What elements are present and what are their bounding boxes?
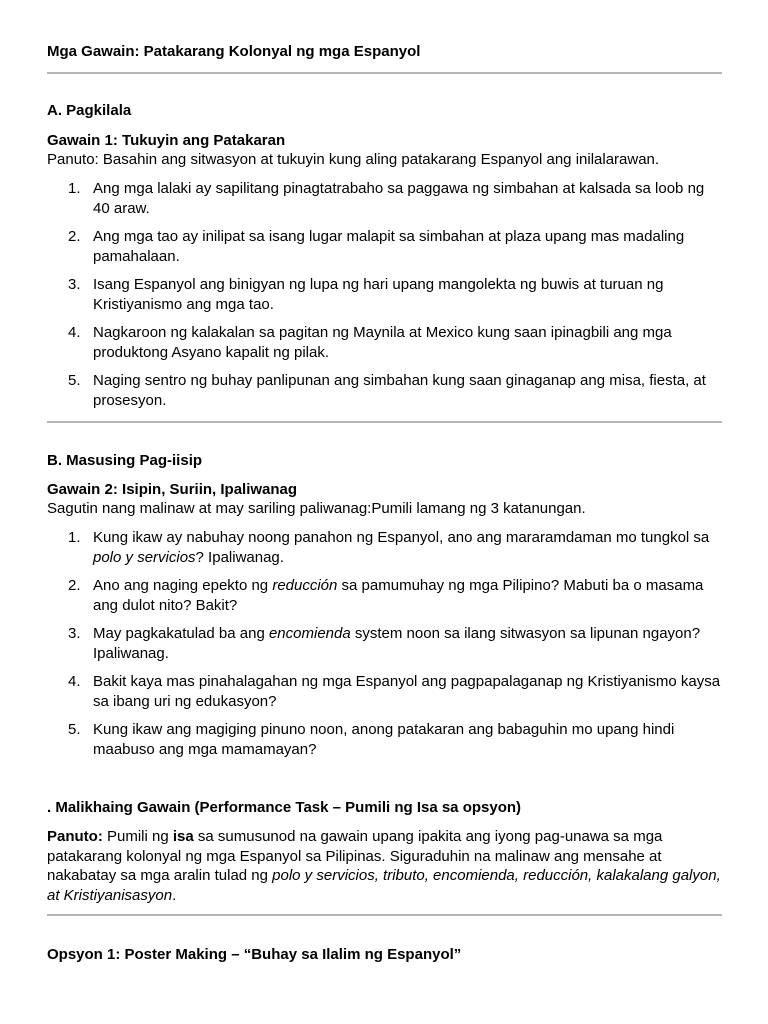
item-text: May pagkakatulad ba ang <box>93 625 269 642</box>
item-number: 3. <box>68 276 81 293</box>
list-item <box>47 227 722 266</box>
divider <box>47 421 722 423</box>
item-number: 3. <box>68 625 81 642</box>
item-number: 1. <box>68 180 81 197</box>
list-item <box>47 371 722 410</box>
emphasis-word: isa <box>172 828 194 845</box>
item-number: 2. <box>68 228 81 245</box>
item-text: Bakit kaya mas pinahalagahan ng mga Espanyol ang pagpapalaganap ng Kristiyanismo kaysa sa ibang uri ng edukasyon? <box>93 673 721 710</box>
item-text: sa pamumuhay ng mga Pilipino? Mabuti ba o masama ang dulot nito? Bakit? <box>93 577 704 614</box>
section-a-heading: A. Pagkilala <box>47 102 132 119</box>
item-text: Kung ikaw ang magiging pinuno noon, anong patakaran ang babaguhin mo upang hindi maabuso ang mga mamamayan? <box>93 721 675 758</box>
performance-task-instructions <box>47 827 722 905</box>
list-item <box>47 720 722 759</box>
item-text: Naging sentro ng buhay panlipunan ang simbahan kung saan ginaganap ang misa, fiesta, at prosesyon. <box>93 372 706 409</box>
performance-task-heading: . Malikhaing Gawain (Performance Task – Pumili ng Isa sa opsyon) <box>47 799 522 816</box>
activity-1-instructions: Panuto: Basahin ang sitwasyon at tukuyin kung aling patakarang Espanyol ang inilalarawan. <box>47 151 660 168</box>
list-item <box>47 672 722 711</box>
item-number: 4. <box>68 324 81 341</box>
divider <box>47 72 722 74</box>
activity-2-instructions: Sagutin nang malinaw at may sariling paliwanag:Pumili lamang ng 3 katanungan. <box>47 500 586 517</box>
item-text: Kung ikaw ay nabuhay noong panahon ng Espanyol, ano ang mararamdaman mo tungkol sa <box>93 529 710 546</box>
instruction-text: sa sumusunod na gawain upang ipakita ang iyong pag-unawa sa mga patakarang kolonyal ng mga Espanyol sa Pilipinas. Siguraduhin na malinaw ang mensahe at nakabatay sa mga aralin tulad ng <box>47 828 663 884</box>
list-item <box>47 576 722 615</box>
item-number: 5. <box>68 372 81 389</box>
panuto-label: Panuto: <box>47 828 103 845</box>
list-item <box>47 528 722 567</box>
item-term: encomienda <box>268 625 351 642</box>
section-b-heading: B. Masusing Pag-iisip <box>47 452 203 469</box>
topic-list: polo y servicios, tributo, encomienda, reducción, kalakalang galyon, at Kristiyanisasyon <box>47 867 721 904</box>
item-number: 5. <box>68 721 81 738</box>
option-1-heading: Opsyon 1: Poster Making – “Buhay sa Ilalim ng Espanyol” <box>47 946 462 963</box>
divider <box>47 914 722 916</box>
list-item <box>47 275 722 314</box>
item-text: Ang mga tao ay inilipat sa isang lugar malapit sa simbahan at plaza upang mas madaling pamahalaan. <box>93 228 685 265</box>
document-title: Mga Gawain: Patakarang Kolonyal ng mga Espanyol <box>47 43 421 60</box>
list-item <box>47 624 722 663</box>
item-text: Isang Espanyol ang binigyan ng lupa ng hari upang mangolekta ng buwis at turuan ng Kristiyanismo ang mga tao. <box>93 276 664 313</box>
item-number: 4. <box>68 673 81 690</box>
item-text: Nagkaroon ng kalakalan sa pagitan ng Maynila at Mexico kung saan ipinagbili ang mga produktong Asyano kapalit ng pilak. <box>93 324 672 361</box>
item-text: Ang mga lalaki ay sapilitang pinagtatrabaho sa paggawa ng simbahan at kalsada sa loob ng 40 araw. <box>93 180 705 217</box>
item-term: polo y servicios <box>93 548 196 566</box>
list-item <box>47 323 722 362</box>
item-text: system noon sa ilang sitwasyon sa lipunan ngayon? Ipaliwanag. <box>93 625 701 662</box>
instruction-text: . <box>172 886 177 904</box>
activity-2-title: Gawain 2: Isipin, Suriin, Ipaliwanag <box>47 481 298 498</box>
activity-1-list <box>47 179 722 419</box>
list-item <box>47 179 722 218</box>
item-text: Ano ang naging epekto ng <box>93 577 273 594</box>
activity-2-list <box>47 528 722 768</box>
item-text: ? Ipaliwanag. <box>195 548 284 566</box>
instruction-text: Pumili ng <box>102 828 173 845</box>
item-number: 2. <box>68 577 81 594</box>
item-term: reducción <box>272 577 338 594</box>
activity-1-title: Gawain 1: Tukuyin ang Patakaran <box>47 132 286 149</box>
item-number: 1. <box>68 529 81 546</box>
